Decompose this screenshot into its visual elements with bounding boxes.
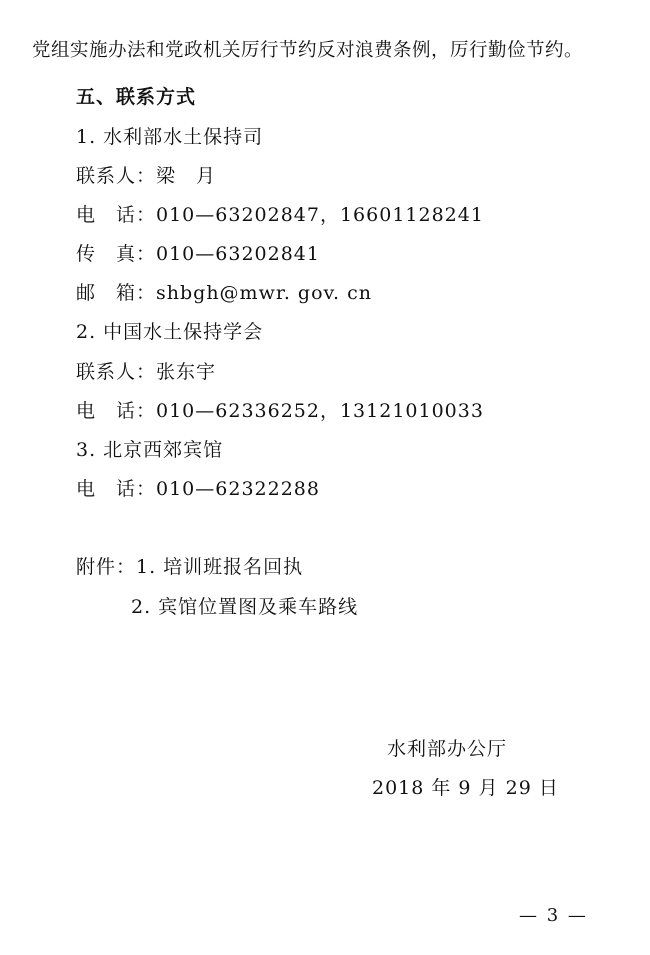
contact-org-2: 2. 中国水土保持学会: [76, 321, 264, 343]
issuer-name: 水利部办公厅: [387, 738, 508, 760]
attachment-item-2: 2. 宾馆位置图及乘车路线: [131, 596, 359, 618]
contact-org-3: 3. 北京西郊宾馆: [76, 439, 224, 461]
issue-date: 2018 年 9 月 29 日: [372, 777, 559, 799]
attachment-item-1: 附件：1. 培训班报名回执: [76, 556, 304, 578]
contact-org-1: 1. 水利部水土保持司: [76, 126, 264, 148]
contact-person-2: 联系人：张东宇: [76, 361, 217, 383]
contact-phone-3: 电 话：010—62322288: [76, 478, 320, 500]
contact-email-1: 邮 箱：shbgh@mwr. gov. cn: [76, 282, 372, 304]
contact-fax-1: 传 真：010—63202841: [76, 243, 320, 265]
page-number: — 3 —: [519, 905, 588, 926]
contact-person-1: 联系人：梁 月: [76, 165, 217, 187]
section-heading: 五、联系方式: [76, 86, 197, 108]
contact-phone-2: 电 话：010—62336252，13121010033: [76, 400, 484, 422]
contact-phone-1: 电 话：010—63202847，16601128241: [76, 204, 484, 226]
continuation-paragraph: 党组实施办法和党政机关厉行节约反对浪费条例，厉行勤俭节约。: [32, 40, 584, 61]
